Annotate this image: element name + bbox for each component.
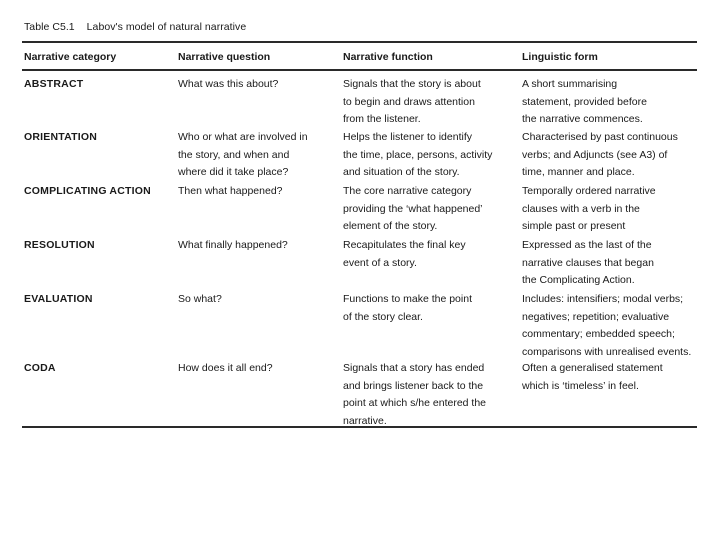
form-cell <box>522 237 712 290</box>
text-line: narrative clauses that began <box>522 256 654 269</box>
category-cell: COMPLICATING ACTION <box>24 185 151 197</box>
text-line: How does it all end? <box>178 362 273 374</box>
form-cell <box>522 360 712 395</box>
header-rule <box>22 69 697 71</box>
text-line: Temporally ordered narrative <box>522 185 656 197</box>
text-line: Includes: intensifiers; modal verbs; <box>522 293 684 305</box>
text-line: from the listener. <box>343 113 421 125</box>
text-line: the story, and when and <box>178 148 290 161</box>
function-cell <box>343 360 518 430</box>
text-line: The core narrative category <box>343 185 472 197</box>
header-form: Linguistic form <box>522 51 598 63</box>
text-line: So what? <box>178 293 222 305</box>
function-cell <box>343 237 518 272</box>
text-line: clauses with a verb in the <box>522 202 640 215</box>
text-line: Signals that a story has ended <box>343 362 485 374</box>
table-caption <box>24 21 246 33</box>
text-line: and situation of the story. <box>343 166 460 178</box>
header-question: Narrative question <box>178 51 271 63</box>
text-line: Signals that the story is about <box>343 78 481 90</box>
header-category: Narrative category <box>24 51 117 63</box>
text-line: of the story clear. <box>343 310 423 323</box>
text-line: commentary; embedded speech; <box>522 328 675 340</box>
top-rule <box>22 41 697 43</box>
text-line: which is ‘timeless’ in feel. <box>522 379 639 392</box>
text-line: and brings listener back to the <box>343 379 484 392</box>
question-cell <box>178 183 338 201</box>
text-line: providing the ‘what happened’ <box>343 202 483 215</box>
text-line: point at which s/he entered the <box>343 397 487 409</box>
question-cell <box>178 237 338 255</box>
text-line: Characterised by past continuous <box>522 131 678 143</box>
text-line: Recapitulates the final key <box>343 239 466 251</box>
category-cell: ORIENTATION <box>24 131 97 143</box>
form-cell <box>522 183 712 236</box>
text-line: event of a story. <box>343 256 417 269</box>
text-line: the time, place, persons, activity <box>343 148 493 161</box>
question-cell <box>178 129 338 182</box>
text-line: narrative. <box>343 414 387 427</box>
text-line: statement, provided before <box>522 95 647 108</box>
text-line: to begin and draws attention <box>343 95 475 108</box>
text-line: A short summarising <box>522 78 618 90</box>
question-cell <box>178 360 338 378</box>
text-line: Often a generalised statement <box>522 362 663 374</box>
table-number: Table C5.1 <box>24 21 75 33</box>
text-line: negatives; repetition; evaluative <box>522 310 670 323</box>
text-line: where did it take place? <box>178 166 289 178</box>
text-line: time, manner and place. <box>522 166 635 178</box>
category-cell: EVALUATION <box>24 293 93 305</box>
question-cell <box>178 76 338 94</box>
category-cell: CODA <box>24 362 56 374</box>
text-line: Who or what are involved in <box>178 131 308 143</box>
text-line: Helps the listener to identify <box>343 131 472 143</box>
text-line: comparisons with unrealised events. <box>522 345 692 358</box>
table-title: Labov's model of natural narrative <box>86 21 247 33</box>
function-cell <box>343 129 518 182</box>
form-cell <box>522 76 712 129</box>
form-cell <box>522 291 712 361</box>
form-cell <box>522 129 712 182</box>
text-line: verbs; and Adjuncts (see A3) of <box>522 148 668 161</box>
function-cell <box>343 183 518 236</box>
text-line: Functions to make the point <box>343 293 472 305</box>
text-line: the Complicating Action. <box>522 274 635 286</box>
category-cell: ABSTRACT <box>24 78 84 90</box>
text-line: Then what happened? <box>178 185 283 197</box>
question-cell <box>178 291 338 309</box>
text-line: What was this about? <box>178 78 279 90</box>
text-line: simple past or present <box>522 220 626 232</box>
function-cell <box>343 291 518 326</box>
bottom-rule <box>22 426 697 428</box>
header-function: Narrative function <box>343 51 433 63</box>
category-cell: RESOLUTION <box>24 239 95 251</box>
text-line: Expressed as the last of the <box>522 239 652 251</box>
function-cell <box>343 76 518 129</box>
text-line: the narrative commences. <box>522 113 643 125</box>
text-line: element of the story. <box>343 220 438 232</box>
text-line: What finally happened? <box>178 239 288 251</box>
